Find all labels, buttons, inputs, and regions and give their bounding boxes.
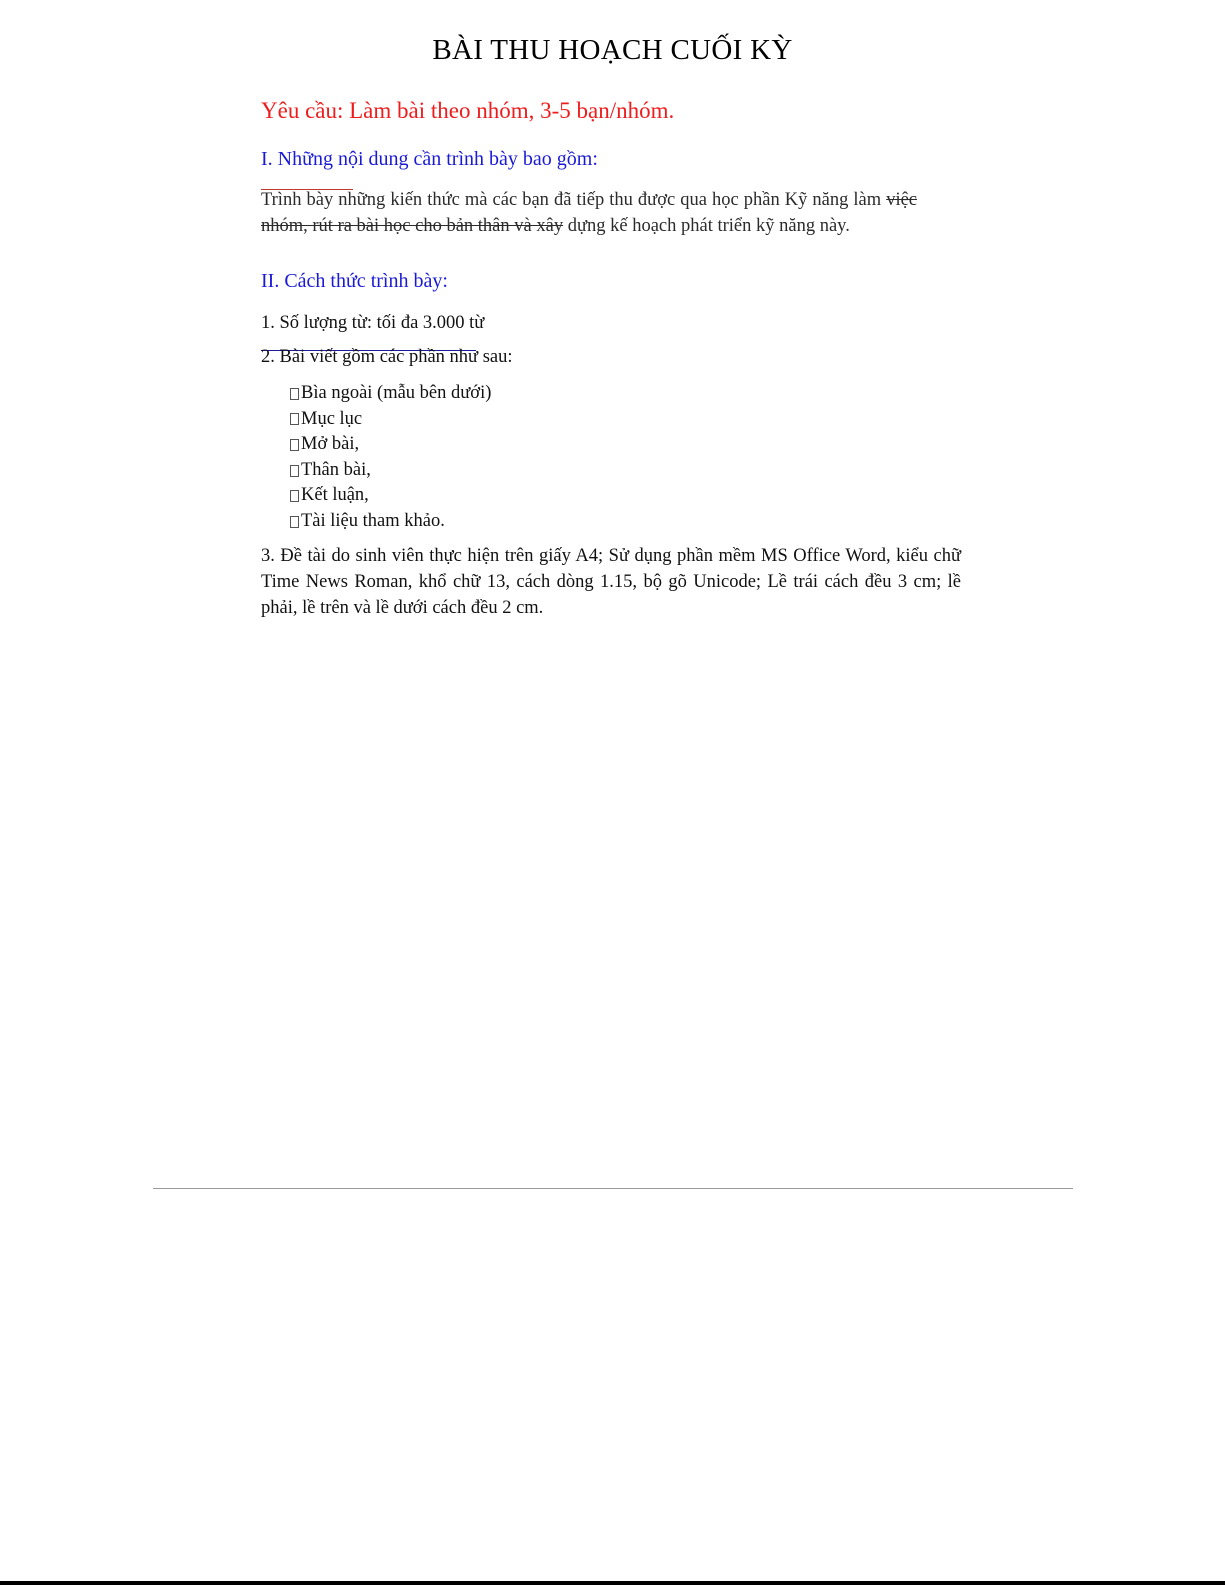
section-2-heading: II. Cách thức trình bày: (261, 270, 448, 292)
formatting-requirements-item: 3. Đề tài do sinh viên thực hiện trên giấy A4; Sử dụng phần mềm MS Office Word, kiểu chữ Time News Roman, khổ chữ 13, cách dòng 1.15, bộ gõ Unicode; Lề trái cách đều 3 cm; lề phải, lề trên và lề dưới cách đều 2 cm. (261, 546, 961, 618)
section-1-paragraph (261, 188, 917, 239)
section-1-heading: I. Những nội dung cần trình bày bao gồm: (261, 148, 598, 170)
bottom-edge-bar (0, 1581, 1225, 1585)
list-item-label: Mục lục (301, 408, 363, 429)
list-item (290, 509, 491, 535)
checkbox-glyph-icon (290, 388, 299, 400)
list-item (290, 381, 491, 407)
list-item-label: Tài liệu tham khảo. (301, 510, 445, 531)
requirement-line: Yêu cầu: Làm bài theo nhóm, 3-5 bạn/nhóm. (261, 98, 675, 123)
list-item-label: Bìa ngoài (mẫu bên dưới) (301, 383, 492, 403)
list-item-label: Mở bài, (301, 434, 360, 455)
list-item (290, 483, 491, 509)
checkbox-glyph-icon (290, 490, 299, 502)
parts-list (290, 381, 491, 535)
list-item-label: Kết luận, (301, 485, 369, 506)
checkbox-glyph-icon (290, 516, 299, 528)
list-item-label: Thân bài, (301, 459, 371, 480)
paragraph-text-end: dựng kế hoạch phát triển kỹ năng này. (563, 215, 850, 236)
list-item (290, 458, 491, 484)
checkbox-glyph-icon (290, 413, 299, 425)
list-item (290, 432, 491, 458)
list-item (290, 407, 491, 433)
struck-text: việc nhóm, rút ra bài học cho bản thân và xây (261, 190, 917, 236)
paragraph-text-start: Trình bày những kiến thức mà các bạn đã tiếp thu được qua học phần Kỹ năng làm (261, 190, 887, 210)
checkbox-glyph-icon (290, 439, 299, 451)
page-break-divider (153, 1188, 1073, 1189)
checkbox-glyph-icon (290, 465, 299, 477)
document-title: BÀI THU HOẠCH CUỐI KỲ (432, 34, 793, 66)
word-count-item: 1. Số lượng từ: tối đa 3.000 từ (261, 313, 485, 333)
parts-intro-item: 2. Bài viết gồm các phần như sau: (261, 347, 513, 367)
